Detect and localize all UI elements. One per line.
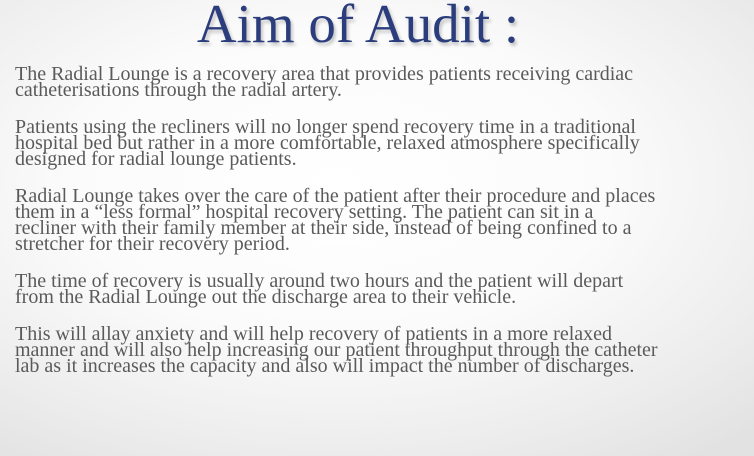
text-line: catheterisations through the radial artery. xyxy=(15,79,342,101)
text-line: The Radial Lounge is a recovery area that provides patients receiving cardiac xyxy=(15,63,634,85)
paragraph-benefits xyxy=(15,323,749,377)
text-line: recliner with their family member at their side, instead of being confined to a xyxy=(15,217,632,239)
text-line: from the Radial Lounge out the discharge area to their vehicle. xyxy=(15,286,517,308)
slide-body xyxy=(15,63,749,395)
slide-title: Aim of Audit : xyxy=(196,0,520,54)
text-line: lab as it increases the capacity and also will impact the number of discharges. xyxy=(15,355,635,377)
text-line: Patients using the recliners will no longer spend recovery time in a traditional xyxy=(15,116,636,138)
paragraph-radial-lounge-intro xyxy=(15,63,749,101)
paragraph-care-handover xyxy=(15,185,749,255)
text-line: designed for radial lounge patients. xyxy=(15,148,297,170)
text-line: stretcher for their recovery period. xyxy=(15,233,290,255)
paragraph-recovery-time xyxy=(15,270,749,308)
text-line: them in a “less formal” hospital recovery setting. The patient can sit in a xyxy=(15,201,594,223)
text-line: hospital bed but rather in a more comfortable, relaxed atmosphere specifically xyxy=(15,132,640,154)
text-line: Radial Lounge takes over the care of the patient after their procedure and places xyxy=(15,185,656,207)
paragraph-recliners xyxy=(15,116,749,170)
text-line: manner and will also help increasing our patient throughput through the catheter xyxy=(15,339,658,361)
text-line: The time of recovery is usually around two hours and the patient will depart xyxy=(15,270,624,292)
text-line: This will allay anxiety and will help recovery of patients in a more relaxed xyxy=(15,323,613,345)
